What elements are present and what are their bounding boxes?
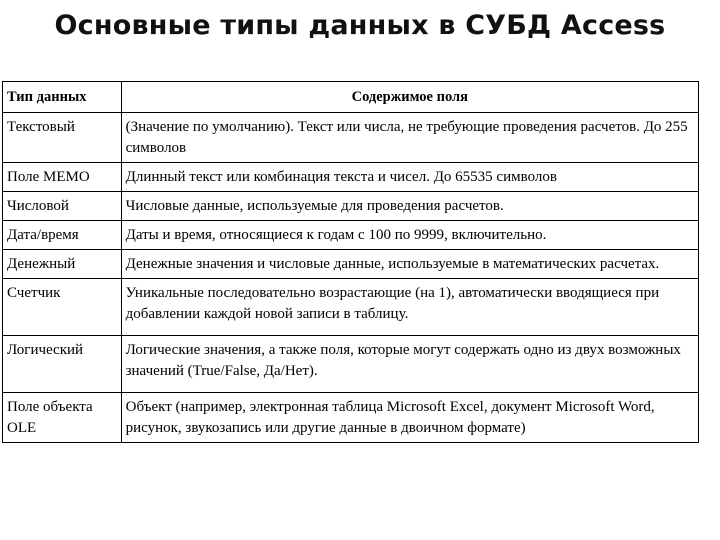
content-cell: Денежные значения и числовые данные, используемые в математических расчетах.: [121, 250, 698, 279]
content-cell: Числовые данные, используемые для проведения расчетов.: [121, 192, 698, 221]
data-types-table: [2, 81, 699, 443]
content-cell: Даты и время, относящиеся к годам с 100 по 9999, включительно.: [121, 221, 698, 250]
table-header-row: [3, 82, 699, 113]
content-cell: Уникальные последовательно возрастающие (на 1), автоматически вводящиеся при добавлении каждой новой записи в таблицу.: [121, 279, 698, 336]
header-content: Содержимое поля: [121, 82, 698, 113]
type-cell: Поле объекта OLE: [3, 393, 122, 443]
table-row: [3, 250, 699, 279]
table-row: [3, 221, 699, 250]
table-row: [3, 113, 699, 163]
table-row: [3, 192, 699, 221]
content-cell: Объект (например, электронная таблица Microsoft Excel, документ Microsoft Word, рисунок, звукозапись или другие данные в двоичном формате): [121, 393, 698, 443]
type-cell: Счетчик: [3, 279, 122, 336]
header-type: Тип данных: [3, 82, 122, 113]
content-cell: Логические значения, а также поля, которые могут содержать одно из двух возможных значений (True/False, Да/Нет).: [121, 336, 698, 393]
type-cell: Текстовый: [3, 113, 122, 163]
page-title: Основные типы данных в СУБД Access: [54, 10, 666, 41]
content-cell: Длинный текст или комбинация текста и чисел. До 65535 символов: [121, 163, 698, 192]
table-row: [3, 336, 699, 393]
type-cell: Дата/время: [3, 221, 122, 250]
type-cell: Числовой: [3, 192, 122, 221]
type-cell: Поле MEMO: [3, 163, 122, 192]
type-cell: Денежный: [3, 250, 122, 279]
table-row: [3, 393, 699, 443]
table-row: [3, 163, 699, 192]
table-row: [3, 279, 699, 336]
type-cell: Логический: [3, 336, 122, 393]
content-cell: (Значение по умолчанию). Текст или числа, не требующие проведения расчетов. До 255 символов: [121, 113, 698, 163]
